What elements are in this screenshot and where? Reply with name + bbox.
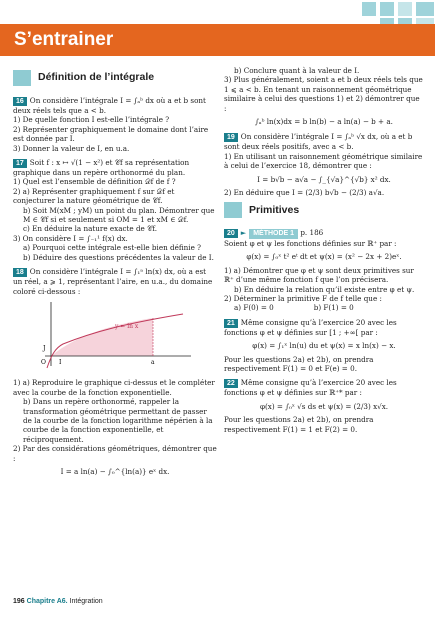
question: 2) a) Représenter graphiquement f sur 𝒟f et conjecturer la nature géométrique de 𝒞f. bbox=[13, 186, 175, 206]
exercise-21 bbox=[224, 318, 424, 374]
exercise-text: On considère l’intégrale I = ∫₁ᵃ ln(x) dx, où a est un réel, a ⩾ 1, représentant l’aire, en u.a., du domaine coloré ci-dessous : bbox=[13, 267, 213, 296]
page-number: 196 bbox=[13, 598, 25, 605]
question-row bbox=[224, 303, 424, 312]
page-footer bbox=[13, 598, 103, 605]
question: b) Déduire des questions précédentes la valeur de I. bbox=[23, 252, 214, 262]
ln-graph bbox=[33, 298, 217, 372]
exercise-18 bbox=[13, 267, 217, 476]
formula: φ(x) = ∫₁ˣ ln(u) du et ψ(x) = x ln(x) − x. bbox=[252, 341, 396, 351]
question: b) En déduire la relation qu’il existe entre φ et ψ. bbox=[234, 284, 415, 294]
note: Pour les questions 2a) et 2b), on prendra respectivement F(1) = 1 et F(2) = 0. bbox=[224, 415, 374, 434]
curve-label: y = ln x bbox=[115, 322, 139, 330]
section-marker bbox=[224, 202, 242, 218]
question: c) En déduire la nature exacte de 𝒞f. bbox=[23, 224, 158, 234]
question: 3) On considère I = ∫₋₁¹ f(x) dx. bbox=[13, 233, 128, 243]
arrow-icon: ► bbox=[240, 229, 247, 238]
question: 1) a) Reproduire le graphique ci-dessus et le compléter avec la courbe de la fonction exponentielle. bbox=[13, 378, 215, 397]
section-title: Définition de l’intégrale bbox=[38, 71, 155, 84]
question: b) F(1) = 0 bbox=[313, 303, 354, 313]
question: 2) Déterminer la primitive F de f telle que : bbox=[224, 293, 382, 303]
section-heading-definition bbox=[13, 70, 217, 86]
exercise-22 bbox=[224, 378, 424, 434]
formula: I = a ln(a) − ∫₀^{ln(a)} eˣ dx. bbox=[60, 466, 170, 476]
question: 1) De quelle fonction I est-elle l’intégrale ? bbox=[13, 115, 170, 125]
question: 1) a) Démontrer que φ et ψ sont deux primitives sur ℝ⁺ d’une même fonction f que l’on précisera. bbox=[224, 265, 414, 285]
axis-label-j: J bbox=[43, 344, 46, 352]
axis-label-i: I bbox=[59, 358, 62, 366]
question: 1) Quel est l’ensemble de définition 𝒟f de f ? bbox=[13, 177, 176, 187]
exercise-16 bbox=[13, 96, 217, 153]
question: 2) Par des considérations géométriques, démontrer que : bbox=[13, 444, 217, 463]
formula: φ(x) = ∫₀ˣ t² eᵗ dt et ψ(x) = (x² − 2x + 2)eˣ. bbox=[246, 252, 402, 262]
exercise-number: 18 bbox=[13, 268, 27, 277]
question: 2) Représenter graphiquement le domaine dont l’aire est donnée par I. bbox=[13, 124, 209, 144]
chapter-title: Intégration bbox=[69, 598, 103, 605]
exercise-number: 20 bbox=[224, 229, 238, 238]
axis-label-o: O bbox=[41, 358, 46, 366]
section-marker bbox=[13, 70, 31, 86]
exercise-text: Même consigne qu’à l’exercice 20 avec les fonctions φ et ψ définies sur ℝ⁺* par : bbox=[224, 378, 397, 398]
formula: ∫ₐᵇ ln(x)dx = b ln(b) − a ln(a) − b + a. bbox=[255, 117, 393, 127]
axis-label-a: a bbox=[151, 358, 155, 366]
exercise-text: Même consigne qu’à l’exercice 20 avec les fonctions φ et ψ définies sur [1 ; +∞[ par : bbox=[224, 317, 397, 337]
exercise-19 bbox=[224, 132, 424, 197]
section-heading-primitives bbox=[224, 202, 424, 218]
exercise-number: 19 bbox=[224, 133, 238, 142]
page-title: S’entrainer bbox=[14, 29, 114, 50]
exercise-text: Soit f : x ↦ √(1 − x²) et 𝒞f sa représentation graphique dans un repère orthonormé du plan. bbox=[13, 158, 190, 178]
exercise-number: 16 bbox=[13, 97, 27, 106]
section-title: Primitives bbox=[249, 203, 300, 216]
left-column bbox=[13, 66, 217, 481]
question: 1) En utilisant un raisonnement géométrique similaire à celui de l’exercice 18, démontrer que : bbox=[224, 151, 423, 171]
question: 3) Donner la valeur de I, en u.a. bbox=[13, 143, 130, 153]
exercise-number: 21 bbox=[224, 319, 238, 328]
page-header bbox=[0, 0, 435, 56]
right-column bbox=[224, 66, 424, 439]
exercise-number: 22 bbox=[224, 379, 238, 388]
note: Pour les questions 2a) et 2b), on prendra respectivement F(1) = 0 et F(e) = 0. bbox=[224, 354, 374, 373]
question: b) Soit M(xM ; yM) un point du plan. Démontrer que M ∈ 𝒞f si et seulement si OM = 1 et xM ∈ 𝒟f. bbox=[23, 205, 215, 225]
method-badge[interactable]: MÉTHODE 1 bbox=[249, 229, 298, 238]
question: a) F(0) = 0 bbox=[234, 303, 274, 313]
exercise-text: Soient φ et ψ les fonctions définies sur ℝ⁺ par : bbox=[224, 238, 397, 248]
exercise-20 bbox=[224, 228, 424, 312]
exercise-17 bbox=[13, 158, 217, 262]
question: b) Conclure quant à la valeur de I. bbox=[234, 66, 360, 75]
exercise-text: On considère l’intégrale I = ∫ₐᵇ √x dx, où a et b sont deux réels positifs, avec a < b. bbox=[224, 132, 413, 152]
exercise-text: On considère l’intégrale I = ∫ₐᵇ dx où a et b sont deux réels tels que a < b. bbox=[13, 96, 206, 115]
question: a) Pourquoi cette intégrale est-elle bien définie ? bbox=[23, 243, 201, 253]
question: 2) En déduire que I = (2/3) b√b − (2/3) a√a. bbox=[224, 188, 385, 198]
exercise-number: 17 bbox=[13, 159, 27, 168]
chapter-label: Chapitre A6. bbox=[26, 598, 68, 605]
formula: I = b√b − a√a − ∫_{√a}^{√b} x² dx. bbox=[257, 174, 391, 184]
formula: φ(x) = ∫₀ˣ √s ds et ψ(x) = (2/3) x√x. bbox=[259, 401, 389, 411]
question: b) Dans un repère orthonormé, rappeler la transformation géométrique permettant de passer de la courbe de la fonction logarithme népérien à la courbe de la fonction exponentielle, et réciproquement. bbox=[23, 397, 213, 444]
question: 3) Plus généralement, soient a et b deux réels tels que 1 ⩽ a < b. En tenant un raisonnement géométrique similaire à celui des questions 1) et 2) démontrer que : bbox=[224, 75, 423, 113]
page-ref[interactable]: p. 186 bbox=[300, 228, 324, 238]
